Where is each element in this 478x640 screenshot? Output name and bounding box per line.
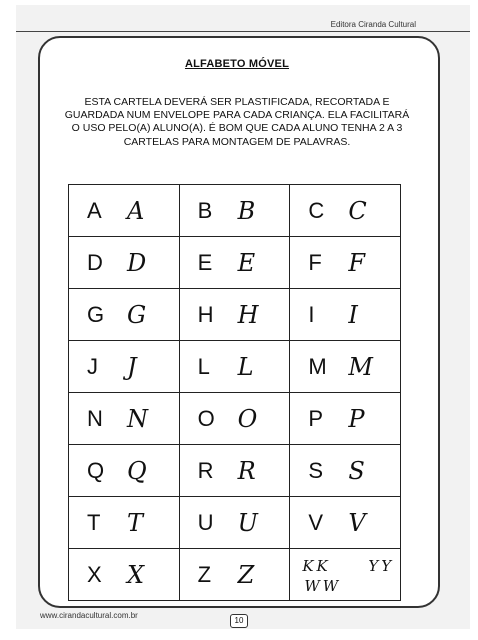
cursive-letter: T (127, 508, 144, 537)
page-title: ALFABETO MÓVEL (184, 58, 290, 70)
cursive-letter: R (237, 456, 256, 485)
letter-card (290, 185, 401, 237)
cursive-letter: H (237, 300, 259, 329)
letter-card (179, 445, 290, 497)
print-letter: J (87, 353, 98, 379)
cursive-pair: WW (304, 577, 342, 595)
cursive-letter: E (237, 248, 256, 277)
cursive-letter: Z (237, 560, 255, 589)
cursive-letter: Q (127, 456, 147, 485)
print-letter: A (87, 197, 102, 223)
cursive-letter: I (348, 300, 358, 329)
print-letter: U (197, 509, 214, 535)
print-letter: S (308, 457, 323, 483)
letter-card (69, 393, 180, 445)
letter-card (290, 549, 401, 601)
letter-card (179, 549, 290, 601)
publisher-name: Editora Ciranda Cultural (330, 20, 416, 29)
print-letter: H (197, 301, 214, 327)
cursive-letter: F (348, 248, 365, 277)
letter-card (179, 185, 290, 237)
cursive-pair: YY (368, 557, 395, 575)
print-letter: C (308, 197, 325, 223)
letter-card (290, 237, 401, 289)
letter-card (179, 497, 290, 549)
print-letter: R (197, 457, 214, 483)
letter-card (69, 185, 180, 237)
header-rule (16, 31, 470, 32)
print-letter: F (308, 249, 322, 275)
letter-card (179, 341, 290, 393)
footer-url: www.cirandacultural.com.br (40, 611, 138, 620)
letter-card (69, 237, 180, 289)
print-letter: E (197, 249, 213, 275)
cursive-letter: P (348, 404, 365, 433)
alphabet-grid (68, 184, 401, 601)
print-letter: D (87, 249, 103, 275)
print-letter: O (197, 405, 215, 431)
letter-card (290, 497, 401, 549)
cursive-letter: C (348, 196, 367, 225)
print-letter: G (87, 301, 105, 327)
cursive-letter: X (127, 560, 145, 589)
letter-card (290, 341, 401, 393)
print-letter: V (308, 509, 323, 535)
print-letter: N (87, 405, 103, 431)
cursive-letter: N (127, 404, 148, 433)
cursive-letter: M (348, 352, 373, 381)
letter-card (69, 549, 180, 601)
cursive-letter: G (127, 300, 147, 329)
cursive-letter: O (237, 404, 258, 433)
cursive-letter: V (348, 508, 366, 537)
print-letter: I (308, 301, 315, 327)
letter-card (290, 445, 401, 497)
alphabet-row (69, 549, 401, 601)
cursive-letter: J (127, 352, 137, 381)
cursive-letter: B (237, 196, 256, 225)
print-letter: B (197, 197, 213, 223)
alphabet-row (69, 237, 401, 289)
alphabet-row (69, 289, 401, 341)
instructions-text: ESTA CARTELA DEVERÁ SER PLASTIFICADA, RECORTADA E GUARDADA NUM ENVELOPE PARA CADA CRIANÇA. ELA FACILITARÁ O USO PELO(A) ALUNO(A). É BOM QUE CADA ALUNO TENHA 2 A 3 CARTELAS PARA MONTAGEM DE PALAVRAS. (64, 96, 410, 148)
alphabet-row (69, 497, 401, 549)
letter-card (69, 497, 180, 549)
print-letter: L (197, 353, 210, 379)
print-letter: M (308, 353, 327, 379)
letter-card (290, 393, 401, 445)
cursive-letter: L (237, 352, 254, 381)
letter-card (69, 341, 180, 393)
cursive-letter: D (127, 248, 147, 277)
alphabet-row (69, 185, 401, 237)
letter-card (179, 237, 290, 289)
letter-card (69, 445, 180, 497)
page-number: 10 (230, 614, 248, 628)
letter-card (290, 289, 401, 341)
print-letter: X (87, 561, 102, 587)
print-letter: T (87, 509, 101, 535)
alphabet-row (69, 445, 401, 497)
cursive-letter: U (237, 508, 258, 537)
cursive-letter: A (127, 196, 145, 225)
print-letter: Z (197, 561, 212, 587)
letter-card (179, 393, 290, 445)
cursive-letter: S (348, 456, 365, 485)
letter-card (69, 289, 180, 341)
letter-card (179, 289, 290, 341)
print-letter: P (308, 405, 323, 431)
alphabet-row (69, 393, 401, 445)
cursive-pair: KK (302, 557, 331, 575)
print-letter: Q (87, 457, 105, 483)
alphabet-row (69, 341, 401, 393)
